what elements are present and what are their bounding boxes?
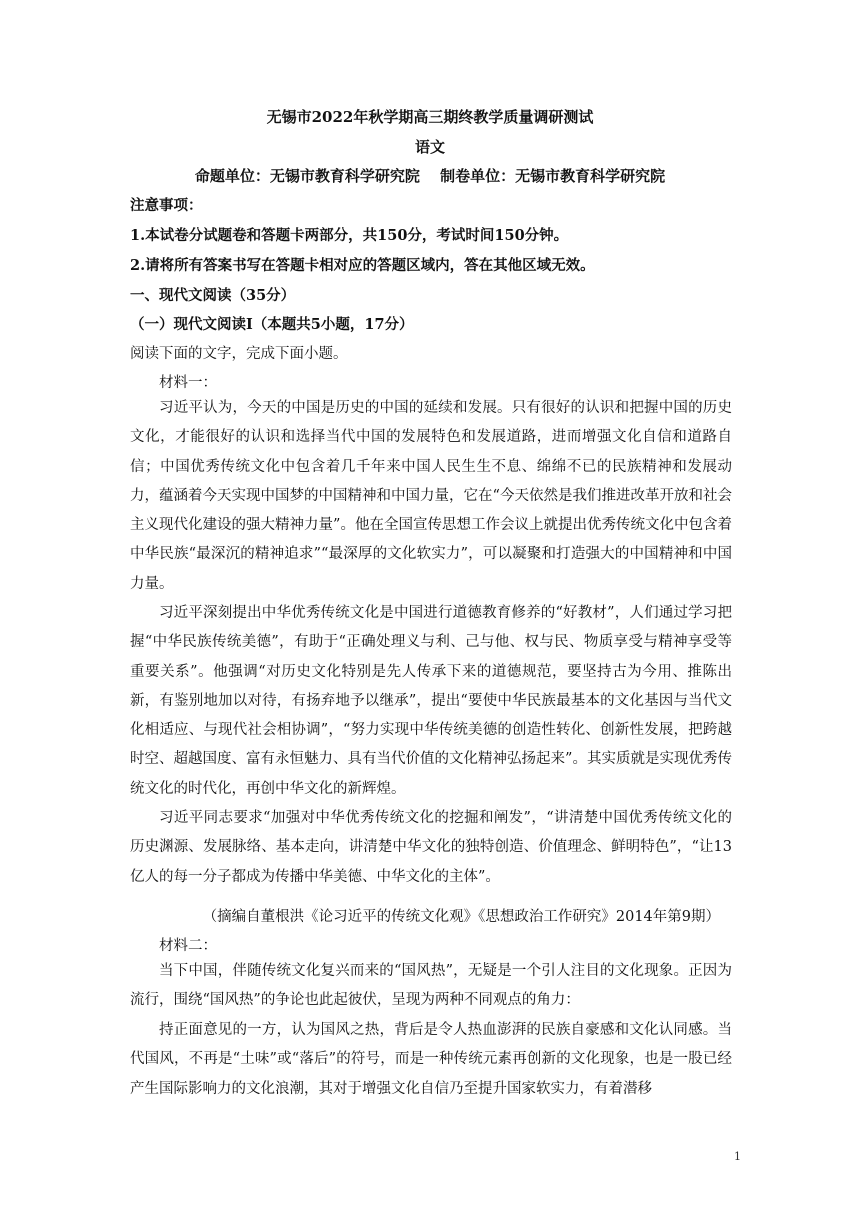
material2-label: 材料二： xyxy=(159,938,217,954)
section-instruction: 阅读下面的文字，完成下面小题。 xyxy=(130,346,348,362)
section-subheading: （一）现代文阅读Ⅰ（本题共5小题，17分） xyxy=(130,316,414,333)
page-number: 1 xyxy=(734,1150,741,1163)
exam-units: 命题单位：无锡市教育科学研究院 制卷单位：无锡市教育科学研究院 xyxy=(194,167,666,185)
notes-heading: 注意事项： xyxy=(130,197,203,214)
material2-paragraph-1: 当下中国，伴随传统文化复兴而来的“国风热”，无疑是一个引人注目的文化现象。正因为流行，围绕“国风热”的争论也此起彼伏，呈现为两种不同观点的角力： xyxy=(130,963,732,1009)
material1-label: 材料一： xyxy=(159,375,217,391)
material1-paragraph-3: 习近平同志要求“加强对中华优秀传统文化的挖掘和阐发”，“讲清楚中国优秀传统文化的历史渊源、发展脉络、基本走向，讲清楚中华文化的独特创造、价值理念、鲜明特色”，“让13亿人的每一分子都成为传播中华美德、中华文化的主体”。 xyxy=(130,810,732,885)
section-heading: 一、现代文阅读（35分） xyxy=(130,287,296,304)
notes-item-2: 2.请将所有答案书写在答题卡相对应的答题区域内，答在其他区域无效。 xyxy=(130,257,595,274)
notes-item-1: 1.本试卷分试题卷和答题卡两部分，共150分，考试时间150分钟。 xyxy=(130,227,569,244)
material1-paragraph-2: 习近平深刻提出中华优秀传统文化是中国进行道德教育修养的“好教材”，人们通过学习把握“中华民族传统美德”，有助于“正确处理义与利、己与他、权与民、物质享受与精神享受等重要关系”。他强调“对历史文化特别是先人传承下来的道德规范，要坚持古为今用、推陈出新，有鉴别地加以对待，有扬弃地予以继承”，提出“要使中华民族最基本的文化基因与当代文化相适应、与现代社会相协调”，“努力实现中华传统美德的创造性转化、创新性发展，把跨越时空、超越国度、富有永恒魅力、具有当代价值的文化精神弘扬起来”。其实质就是实现优秀传统文化的时代化，再创中华文化的新辉煌。 xyxy=(130,605,732,797)
exam-subject: 语文 xyxy=(414,138,445,156)
material2-paragraph-2: 持正面意见的一方，认为国风之热，背后是令人热血澎湃的民族自豪感和文化认同感。当代国风，不再是“土味”或“落后”的符号，而是一种传统元素再创新的文化现象，也是一股已经产生国际影响力的文化浪潮，其对于增强文化自信乃至提升国家软实力，有着潜移 xyxy=(130,1022,732,1097)
material1-paragraph-1: 习近平认为，今天的中国是历史的中国的延续和发展。只有很好的认识和把握中国的历史文化，才能很好的认识和选择当代中国的发展特色和发展道路，进而增强文化自信和道路自信；中国优秀传统文化中包含着几千年来中国人民生生不息、绵绵不已的民族精神和发展动力，蕴涵着今天实现中国梦的中国精神和中国力量，它在“今天依然是我们推进改革开放和社会主义现代化建设的强大精神力量”。他在全国宣传思想工作会议上就提出优秀传统文化中包含着中华民族“最深沉的精神追求”“最深厚的文化软实力”，可以凝聚和打造强大的中国精神和中国力量。 xyxy=(130,400,732,592)
material1-source: （摘编自董根洪《论习近平的传统文化观》《思想政治工作研究》2014年第9期） xyxy=(202,909,720,925)
exam-title: 无锡市2022年秋学期高三期终教学质量调研测试 xyxy=(266,108,594,126)
